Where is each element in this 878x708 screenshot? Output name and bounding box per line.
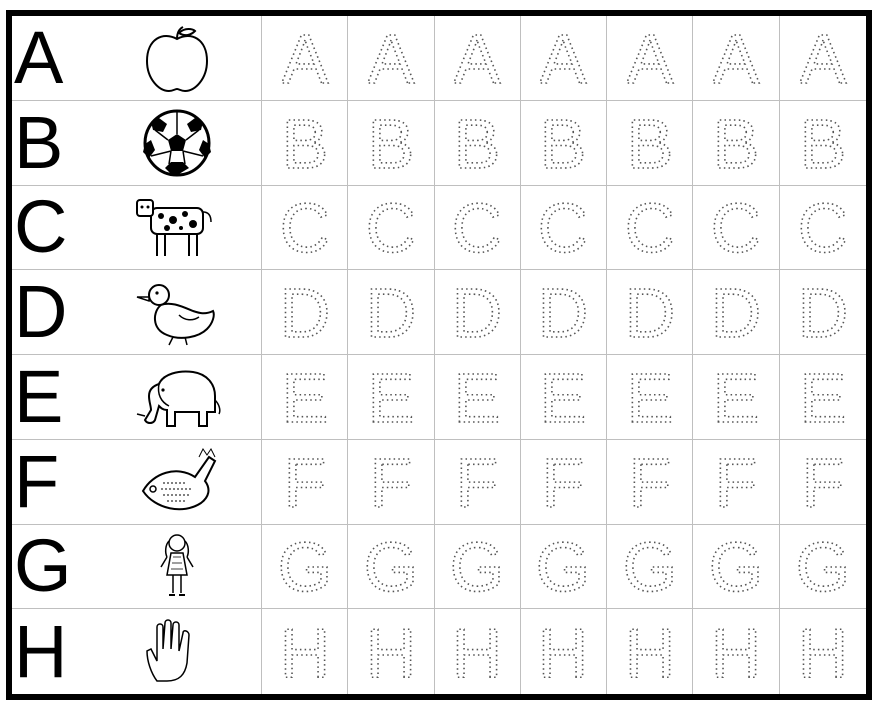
row-letter: H <box>14 609 68 693</box>
trace-letter-text: A <box>799 22 847 93</box>
row-letter: D <box>14 270 68 354</box>
dotted-letter <box>791 362 855 432</box>
trace-cell <box>607 101 693 186</box>
trace-letter-text: D <box>279 277 330 348</box>
trace-cell <box>348 440 434 525</box>
trace-cell <box>521 355 607 440</box>
trace-letter-text: F <box>801 446 845 517</box>
trace-letter-text: D <box>797 277 849 348</box>
dotted-letter <box>531 192 595 262</box>
dotted-letter <box>791 23 855 93</box>
trace-letter-text: C <box>624 192 676 263</box>
trace-letter-text: D <box>710 277 762 348</box>
trace-letter-text: E <box>453 361 501 432</box>
trace-cell <box>262 525 348 610</box>
trace-cell <box>693 440 779 525</box>
trace-cell <box>262 16 348 101</box>
trace-cell <box>521 270 607 355</box>
trace-cell <box>780 525 866 610</box>
trace-cell <box>435 101 521 186</box>
row-letter-cell <box>12 186 92 271</box>
trace-letter-text: C <box>451 192 503 263</box>
trace-letter-text: A <box>453 22 501 93</box>
row-letter: F <box>14 439 60 523</box>
apple-icon <box>129 21 225 95</box>
picture-cell <box>92 101 262 186</box>
trace-letter-text: F <box>542 446 585 517</box>
dotted-letter <box>445 362 509 432</box>
trace-cell <box>521 16 607 101</box>
trace-cell <box>780 101 866 186</box>
trace-cell <box>780 186 866 271</box>
girl-icon <box>129 529 225 603</box>
trace-cell <box>607 609 693 694</box>
picture-cell <box>92 186 262 271</box>
trace-cell <box>693 525 779 610</box>
row-letter-cell <box>12 101 92 186</box>
trace-letter-text: H <box>365 616 417 687</box>
trace-letter-text: G <box>708 531 764 602</box>
trace-cell <box>693 186 779 271</box>
dotted-letter <box>704 277 768 347</box>
trace-cell <box>435 270 521 355</box>
trace-cell <box>348 355 434 440</box>
dotted-letter <box>273 277 337 347</box>
picture-cell <box>92 355 262 440</box>
row-letter: A <box>14 16 64 99</box>
letter-grid <box>12 16 866 694</box>
trace-letter-text: C <box>797 192 849 263</box>
trace-cell <box>435 355 521 440</box>
dotted-letter <box>791 617 855 687</box>
row-letter: E <box>14 355 64 438</box>
elephant-icon <box>129 360 225 434</box>
hand-icon <box>129 615 225 689</box>
trace-letter-text: B <box>367 107 415 178</box>
trace-cell <box>780 609 866 694</box>
dotted-letter <box>359 617 423 687</box>
dotted-letter <box>445 23 509 93</box>
trace-cell <box>435 16 521 101</box>
trace-letter-text: D <box>624 277 676 348</box>
dotted-letter <box>618 23 682 93</box>
trace-cell <box>693 270 779 355</box>
row-letter: B <box>14 100 64 184</box>
trace-cell <box>693 16 779 101</box>
dotted-letter <box>791 108 855 178</box>
dotted-letter <box>445 108 509 178</box>
trace-cell <box>348 16 434 101</box>
trace-cell <box>262 440 348 525</box>
trace-cell <box>693 355 779 440</box>
trace-cell <box>262 609 348 694</box>
row-letter: G <box>14 524 72 608</box>
trace-cell <box>693 609 779 694</box>
dotted-letter <box>618 192 682 262</box>
trace-letter-text: A <box>626 22 674 93</box>
trace-letter-text: H <box>538 616 589 687</box>
trace-letter-text: A <box>540 22 587 93</box>
trace-letter-text: B <box>626 107 674 178</box>
trace-letter-text: C <box>365 192 417 263</box>
dotted-letter <box>791 447 855 517</box>
dotted-letter <box>531 617 595 687</box>
trace-letter-text: H <box>710 616 762 687</box>
trace-letter-text: G <box>449 531 505 602</box>
dotted-letter <box>704 192 768 262</box>
picture-cell <box>92 270 262 355</box>
row-letter: C <box>14 185 68 269</box>
dotted-letter <box>273 617 337 687</box>
trace-letter-text: A <box>712 22 760 93</box>
trace-cell <box>780 355 866 440</box>
dotted-letter <box>618 108 682 178</box>
trace-cell <box>521 609 607 694</box>
trace-cell <box>607 270 693 355</box>
dotted-letter <box>531 447 595 517</box>
trace-letter-text: F <box>455 446 499 517</box>
trace-cell <box>780 440 866 525</box>
trace-letter-text: H <box>797 616 849 687</box>
trace-letter-text: E <box>540 361 587 432</box>
dotted-letter <box>273 531 337 601</box>
trace-letter-text: B <box>799 107 847 178</box>
picture-cell <box>92 440 262 525</box>
dotted-letter <box>359 108 423 178</box>
trace-letter-text: G <box>622 531 678 602</box>
trace-cell <box>262 101 348 186</box>
trace-letter-text: B <box>540 107 587 178</box>
trace-cell <box>348 101 434 186</box>
row-letter-cell <box>12 270 92 355</box>
row-letter-cell <box>12 355 92 440</box>
trace-letter-text: D <box>451 277 503 348</box>
row-letter-cell <box>12 525 92 610</box>
trace-cell <box>693 101 779 186</box>
picture-cell <box>92 525 262 610</box>
trace-letter-text: D <box>538 277 589 348</box>
dotted-letter <box>445 277 509 347</box>
dotted-letter <box>618 617 682 687</box>
trace-letter-text: F <box>283 446 327 517</box>
trace-cell <box>607 355 693 440</box>
trace-cell <box>435 609 521 694</box>
dotted-letter <box>618 362 682 432</box>
row-letter-cell <box>12 16 92 101</box>
dotted-letter <box>531 108 595 178</box>
trace-cell <box>262 355 348 440</box>
trace-cell <box>521 440 607 525</box>
trace-cell <box>607 186 693 271</box>
dotted-letter <box>273 23 337 93</box>
trace-letter-text: A <box>281 22 328 93</box>
dotted-letter <box>704 447 768 517</box>
trace-letter-text: A <box>367 22 415 93</box>
trace-letter-text: H <box>624 616 676 687</box>
trace-cell <box>348 270 434 355</box>
trace-letter-text: H <box>279 616 330 687</box>
picture-cell <box>92 609 262 694</box>
dotted-letter <box>618 531 682 601</box>
trace-letter-text: B <box>712 107 760 178</box>
trace-letter-text: G <box>363 531 419 602</box>
trace-cell <box>521 101 607 186</box>
dotted-letter <box>359 192 423 262</box>
dotted-letter <box>445 447 509 517</box>
row-letter-cell <box>12 440 92 525</box>
dotted-letter <box>359 447 423 517</box>
trace-cell <box>607 525 693 610</box>
trace-letter-text: G <box>277 531 332 602</box>
dotted-letter <box>704 108 768 178</box>
dotted-letter <box>359 531 423 601</box>
trace-cell <box>262 270 348 355</box>
trace-letter-text: D <box>365 277 417 348</box>
trace-cell <box>780 16 866 101</box>
trace-letter-text: E <box>799 361 847 432</box>
trace-cell <box>780 270 866 355</box>
dotted-letter <box>531 277 595 347</box>
trace-letter-text: E <box>281 361 328 432</box>
dotted-letter <box>791 192 855 262</box>
dotted-letter <box>791 277 855 347</box>
dotted-letter <box>273 192 337 262</box>
dotted-letter <box>704 23 768 93</box>
dotted-letter <box>445 192 509 262</box>
dotted-letter <box>618 447 682 517</box>
dotted-letter <box>359 23 423 93</box>
soccer-ball-icon <box>129 106 225 180</box>
dotted-letter <box>531 23 595 93</box>
dotted-letter <box>531 531 595 601</box>
dotted-letter <box>791 531 855 601</box>
trace-letter-text: B <box>453 107 501 178</box>
trace-letter-text: C <box>279 192 330 263</box>
duck-icon <box>129 275 225 349</box>
trace-letter-text: C <box>538 192 589 263</box>
dotted-letter <box>273 108 337 178</box>
trace-letter-text: G <box>795 531 851 602</box>
trace-cell <box>435 186 521 271</box>
dotted-letter <box>704 617 768 687</box>
dotted-letter <box>273 447 337 517</box>
dotted-letter <box>704 531 768 601</box>
trace-letter-text: F <box>369 446 413 517</box>
trace-cell <box>607 16 693 101</box>
trace-letter-text: G <box>536 531 591 602</box>
dotted-letter <box>273 362 337 432</box>
dotted-letter <box>359 362 423 432</box>
trace-letter-text: E <box>367 361 415 432</box>
trace-cell <box>521 186 607 271</box>
trace-cell <box>521 525 607 610</box>
trace-cell <box>262 186 348 271</box>
dotted-letter <box>704 362 768 432</box>
trace-letter-text: E <box>626 361 674 432</box>
trace-letter-text: E <box>712 361 760 432</box>
dotted-letter <box>445 531 509 601</box>
trace-cell <box>348 186 434 271</box>
trace-cell <box>348 609 434 694</box>
dotted-letter <box>445 617 509 687</box>
trace-cell <box>348 525 434 610</box>
cow-icon <box>129 190 225 264</box>
trace-letter-text: C <box>710 192 762 263</box>
fish-icon <box>129 445 225 519</box>
tracing-worksheet <box>6 10 872 700</box>
trace-cell <box>607 440 693 525</box>
dotted-letter <box>531 362 595 432</box>
trace-letter-text: B <box>281 107 328 178</box>
trace-letter-text: F <box>714 446 758 517</box>
row-letter-cell <box>12 609 92 694</box>
dotted-letter <box>618 277 682 347</box>
trace-cell <box>435 525 521 610</box>
picture-cell <box>92 16 262 101</box>
trace-cell <box>435 440 521 525</box>
trace-letter-text: H <box>451 616 503 687</box>
dotted-letter <box>359 277 423 347</box>
trace-letter-text: F <box>628 446 672 517</box>
